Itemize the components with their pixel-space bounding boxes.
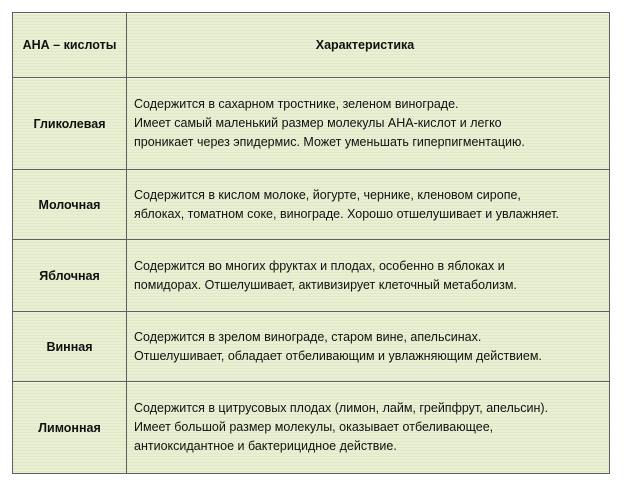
description-line: Содержится во многих фруктах и плодах, особенно в яблоках и [134, 258, 505, 273]
table-row [13, 78, 610, 170]
aha-acids-table [12, 12, 610, 474]
description-line: Имеет самый маленький размер молекулы АНА-кислот и легко [134, 116, 502, 130]
table-header-row [13, 13, 610, 78]
description-line: проникает через эпидермис. Может уменьшать гиперпигментацию. [134, 135, 525, 149]
acid-name-citric: Лимонная [13, 382, 127, 474]
description-line: Содержится в кислом молоке, йогурте, чернике, кленовом сиропе, [134, 187, 521, 202]
acid-name-malic: Яблочная [13, 240, 127, 312]
description-line: Имеет большой размер молекулы, оказывает отбеливающее, [134, 420, 494, 434]
description-line: Содержится в сахарном тростнике, зеленом винограде. [134, 97, 459, 111]
description-line: Содержится в цитрусовых плодах (лимон, лайм, грейпфрут, апельсин). [134, 401, 549, 415]
table-row [13, 170, 610, 240]
header-characteristic: Характеристика [127, 13, 610, 78]
acid-description-citric [127, 382, 610, 474]
description-line: помидорах. Отшелушивает, активизирует клеточный метаболизм. [134, 277, 517, 292]
table-row [13, 382, 610, 474]
table-row [13, 240, 610, 312]
acid-description-lactic [127, 170, 610, 240]
acid-description-tartaric [127, 312, 610, 382]
description-line: Содержится в зрелом винограде, старом вине, апельсинах. [134, 329, 482, 344]
description-line: Отшелушивает, обладает отбеливающим и увлажняющим действием. [134, 348, 542, 363]
acid-name-glycolic: Гликолевая [13, 78, 127, 170]
acid-name-lactic: Молочная [13, 170, 127, 240]
description-line: яблоках, томатном соке, винограде. Хорошо отшелушивает и увлажняет. [134, 206, 559, 221]
acid-description-malic [127, 240, 610, 312]
acid-description-glycolic [127, 78, 610, 170]
table-row [13, 312, 610, 382]
header-acid-name: АНА – кислоты [13, 13, 127, 78]
acid-name-tartaric: Винная [13, 312, 127, 382]
aha-acids-table-container [12, 12, 610, 471]
description-line: антиоксидантное и бактерицидное действие. [134, 439, 397, 453]
